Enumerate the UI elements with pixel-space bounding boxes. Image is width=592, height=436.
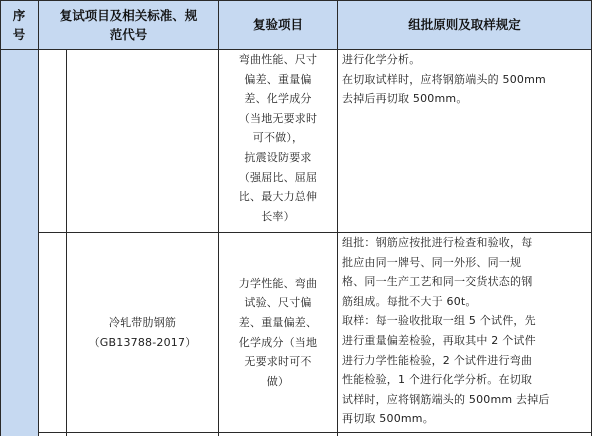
row2-standard [67,233,219,433]
header-seq-line2: 号 [12,26,26,42]
row1-item-line: 偏差、重量偏 [244,72,312,86]
header-batching-rules [338,0,592,50]
row2-item-line: 试验、尺寸偏 [244,296,312,310]
row2-item-line: 力学性能、弯曲 [238,276,318,290]
row1-item-line: （强屈比、屈屈 [238,170,318,184]
row1-item-line: 长率） [261,209,295,223]
row1-item-line: 差、化学成分 [244,92,312,106]
header-standard [39,0,219,50]
row1-rule-line: 去掉后再切取 500mm。 [342,92,468,106]
row1-rule-line: 在切取试样时，应将钢筋端头的 500mm [342,72,546,86]
row2-retest-items [219,233,338,433]
row2-item-line: 无要求时可不 [244,355,312,369]
row1-batching-rules [338,50,592,233]
row2-item-line: 差、重量偏差、 [238,315,318,329]
row2-rule-line: 组批：钢筋应按批进行检查和验收，每 [342,236,533,249]
row1-retest-items [219,50,338,233]
row2-rule-line: 筋组成。每批不大于 60t。 [342,294,477,308]
row2-rule-line: 进行重量偏差检验，再取其中 2 个试件 [342,333,536,347]
header-batching-rules-label: 组批原则及取样规定 [408,17,521,32]
row1-item-line: 比、最大力总伸 [238,190,318,204]
row2-batching-rules [338,233,592,433]
row2-standard-code: （GB13788-2017） [88,335,197,349]
header-standard-line2: 范代号 [109,26,148,42]
row2-rule-line: 批应由同一牌号、同一外形、同一规 [342,255,522,269]
row2-rule-line: 再切取 500mm。 [342,412,434,426]
row2-blank-subcell [39,233,67,433]
row1-item-line: 抗震设防要求 [244,150,312,164]
row1-item-line: 弯曲性能、尺寸 [238,53,318,66]
header-seq [0,0,39,50]
row1-standard [67,50,219,233]
seq-column [0,50,39,436]
row2-item-line: 做） [266,374,290,388]
row2-rule-line: 性能检验，1 个进行化学分析。在切取 [342,373,533,387]
row1-rule-line: 进行化学分析。 [342,53,421,66]
row2-rule-line: 取样：每一验收批取一组 5 个试件，先 [342,314,536,328]
header-standard-line1: 复试项目及相关标准、规 [59,7,198,23]
row1-item-line: 可不做）， [252,131,304,145]
row1-blank-subcell [39,50,67,233]
header-seq-line1: 序 [12,7,26,23]
row2-standard-name: 冷轧带肋钢筋 [108,315,177,329]
row2-item-line: 化学成分（当地 [238,335,318,349]
header-retest-items-label: 复验项目 [252,17,303,32]
header-retest-items [219,0,338,50]
row2-rule-line: 格、同一生产工艺和同一交货状态的钢 [342,275,533,289]
row2-rule-line: 进行力学性能检验，2 个试件进行弯曲 [342,353,533,367]
row1-item-line: （当地无要求时 [238,111,318,125]
row2-rule-line: 试样时，应将钢筋端头的 500mm 去掉后 [342,392,550,406]
